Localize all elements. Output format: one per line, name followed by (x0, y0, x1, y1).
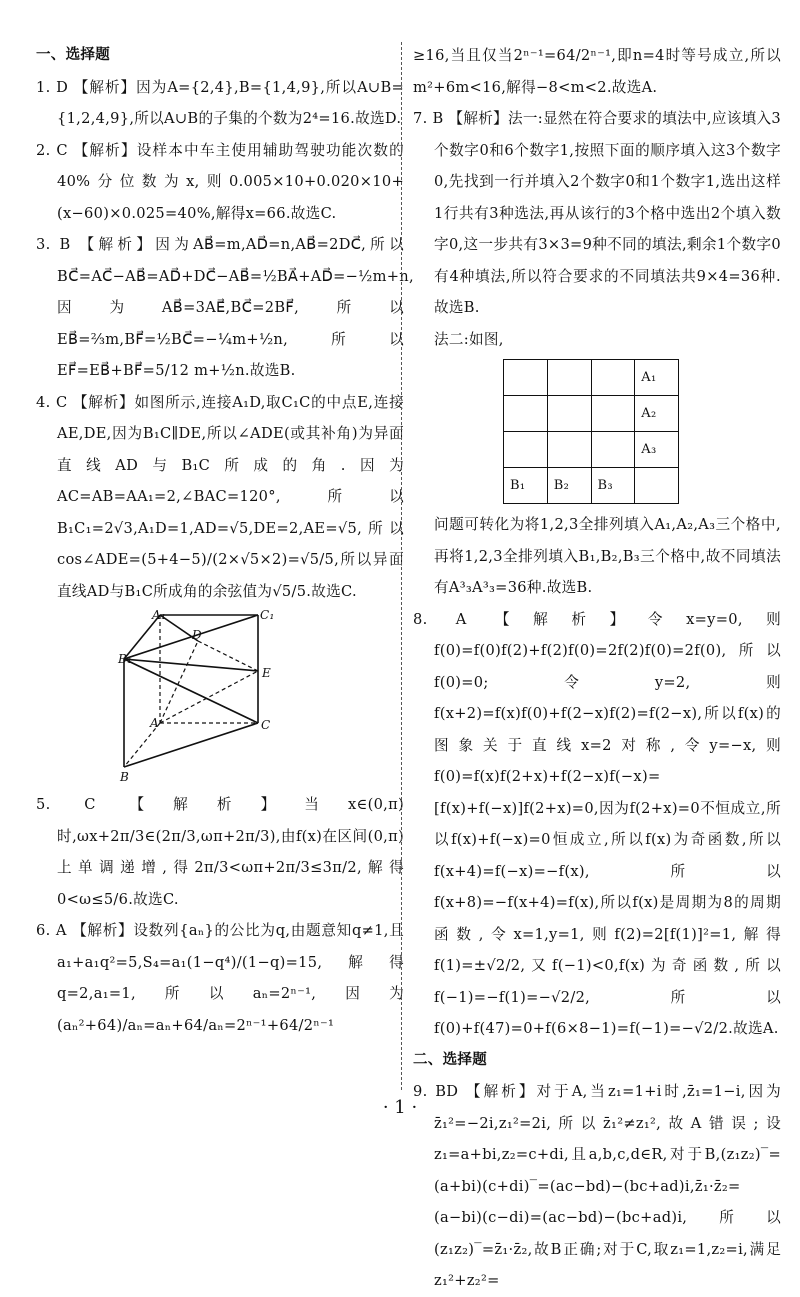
section-heading-multi-choice: 二、选择题 (413, 1051, 487, 1068)
answer-q8: 8. A 【解析】令x=y=0,则f(0)=f(0)f(2)+f(2)f(0)=2f(2)f(0)=2f(0),所以f(0)=0;令y=2,则f(x+2)=f(x)f(0)+f(2−x)f(2)=f(2−x),所以f(x)的图象关于直线x=2对称,令y=−x,则f(0)=f(x)f(2+x)+f(2−x)f(−x)=[f(x)+f(−x)]f(2+x)=0,因为f(2+x)=0不恒成立,所以f(x)+f(−x)=0恒成立,所以f(x)为奇函数,所以f(x+4)=f(−x)=−f(x),所以f(x+8)=−f(x+4)=f(x),所以f(x)是周期为8的周期函数,令x=1,y=1,则f(2)=2[f(1)]²=1,解得f(1)=±√2/2,又f(−1)<0,f(x)为奇函数,所以f(−1)=−f(1)=−√2/2,所以f(0)+f(47)=0+f(6×8−1)=f(−1)=−√2/2.故选A. (413, 610, 781, 1037)
answer-q7-method2: 问题可转化为将1,2,3全排列填入A₁,A₂,A₃三个格中,再将1,2,3全排列填入B₁,B₂,B₃三个格中,故不同填法有A³₃A³₃=36种.故选B. (434, 516, 781, 596)
fill-grid (503, 359, 679, 504)
grid-cell-A3: A₃ (635, 432, 679, 468)
label-A: A (150, 716, 159, 730)
answer-q9: 9. BD 【解析】对于A,当z₁=1+i时,z̄₁=1−i,因为z̄₁²=−2i,z₁²=2i,所以z̄₁²≠z₁²,故A错误;设z₁=a+bi,z₂=c+di,且a,b,c,d∈R,对于B,(z₁z₂)‾=(a+bi)(c+di)‾=(ac−bd)−(bc+ad)i,z̄₁·z̄₂=(a−bi)(c−di)=(ac−bd)−(bc+ad)i,所以(z₁z₂)‾=z̄₁·z̄₂,故B正确;对于C,取z₁=1,z₂=i,满足z₁²+z₂²= (413, 1083, 781, 1289)
grid-cell-A1: A₁ (635, 360, 679, 396)
answer-q1: 1. D 【解析】因为A={2,4},B={1,4,9},所以A∪B={1,2,4,9},所以A∪B的子集的个数为2⁴=16.故选D. (36, 78, 404, 127)
label-C1: C₁ (260, 608, 275, 622)
grid-cell-B2: B₂ (547, 468, 591, 504)
label-B: B (120, 770, 130, 784)
column-divider (401, 42, 402, 1090)
label-A1: A₁ (152, 608, 167, 622)
left-column (36, 40, 414, 1041)
section-heading-choice: 一、选择题 (36, 47, 110, 63)
grid-cell-B3: B₃ (591, 468, 635, 504)
fill-grid-figure (503, 359, 681, 505)
answer-q5: 5. C 【解析】当x∈(0,π)时,ωx+2π/3∈(2π/3,ωπ+2π/3),由f(x)在区间(0,π)上单调递增,得2π/3<ωπ+2π/3≤3π/2,解得0<ω≤5/6.故选C. (36, 796, 404, 908)
label-B1: B₁ (118, 652, 133, 666)
label-E: E (262, 666, 272, 680)
grid-cell-B1: B₁ (504, 468, 548, 504)
answer-q4: 4. C 【解析】如图所示,连接A₁D,取C₁C的中点E,连接AE,DE,因为B₁C∥DE,所以∠ADE(或其补角)为异面直线AD与B₁C所成的角.因为AC=AB=AA₁=2,∠BAC=120°,所以B₁C₁=2√3,A₁D=1,AD=√5,DE=2,AE=√5,所以cos∠ADE=(5+4−5)/(2×√5×2)=√5/5,所以异面直线AD与B₁C所成角的余弦值为√5/5.故选C. (36, 393, 404, 600)
answer-q7: 7. B 【解析】法一:显然在符合要求的填法中,应该填入3个数字0和6个数字1,按照下面的顺序填入这3个数字0,先找到一行并填入2个数字0和1个数字1,选出这样1行共有3种选法,再从该行的3个格中选出2个填入数字0,这一步共有3×3=9种不同的填法,剩余1个数字0有4种填法,所以符合要求的不同填法共9×4=36种.故选B. (413, 110, 781, 316)
label-C: C (261, 718, 271, 732)
grid-cell-A2: A₂ (635, 396, 679, 432)
answer-q7-method2-intro: 法二:如图, (434, 330, 504, 348)
page-number: · 1 · (382, 1097, 418, 1118)
answer-q6: 6. A 【解析】设数列{aₙ}的公比为q,由题意知q≠1,且a₁+a₁q²=5,S₄=a₁(1−q⁴)/(1−q)=15,解得q=2,a₁=1,所以aₙ=2ⁿ⁻¹,因为(aₙ²+64)/aₙ=aₙ+64/aₙ=2ⁿ⁻¹+64/2ⁿ⁻¹ (36, 922, 404, 1034)
prism-figure (118, 608, 320, 787)
answer-q3: 3. B 【解析】因为AB⃗=m,AD⃗=n,AB⃗=2DC⃗,所以BC⃗=AC⃗−AB⃗=AD⃗+DC⃗−AB⃗=½BA⃗+AD⃗=−½m+n,因为AB⃗=3AE⃗,BC⃗=2BF⃗,所以EB⃗=⅔m,BF⃗=½BC⃗=−¼m+½n,所以EF⃗=EB⃗+BF⃗=5/12 m+½n.故选B. (36, 236, 414, 379)
answer-q2: 2. C 【解析】设样本中车主使用辅助驾驶功能次数的40%分位数为x,则0.005×10+0.020×10+(x−60)×0.025=40%,解得x=66.故选C. (36, 141, 404, 222)
answer-q6-continued: ≥16,当且仅当2ⁿ⁻¹=64/2ⁿ⁻¹,即n=4时等号成立,所以m²+6m<16,解得−8<m<2.故选A. (413, 47, 781, 96)
label-D: D (192, 628, 202, 642)
